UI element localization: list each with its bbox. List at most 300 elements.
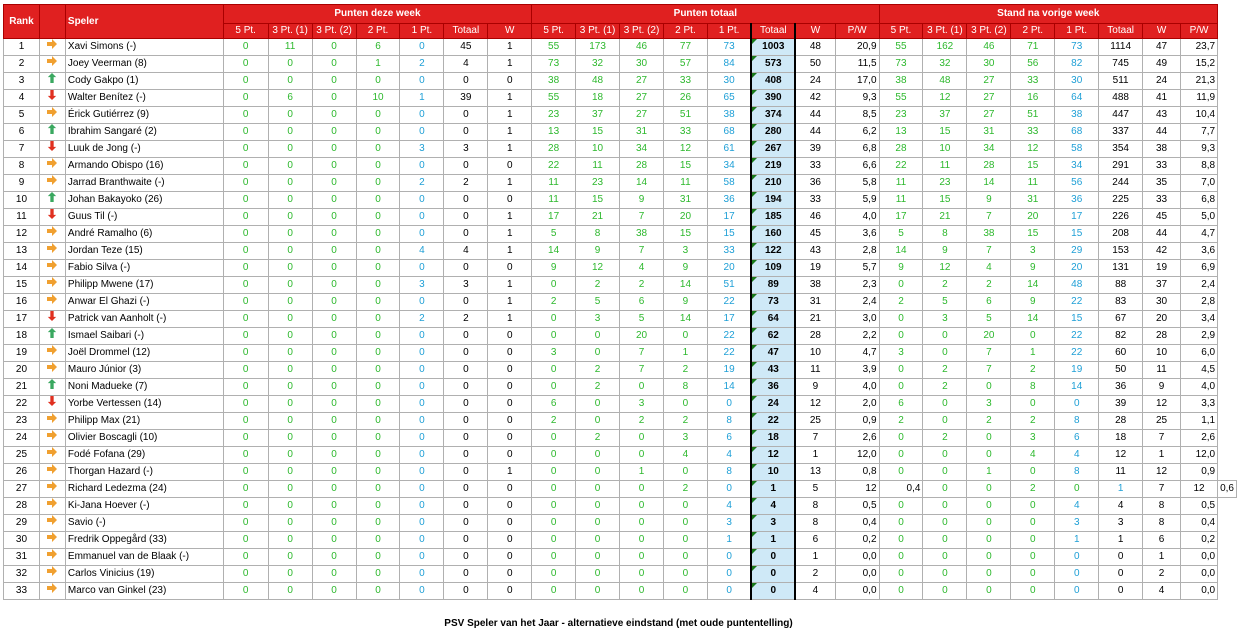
prev-value: 44	[1143, 124, 1181, 141]
rank-cell: 33	[4, 583, 40, 600]
total-value: 19	[795, 260, 835, 277]
total-value: 5	[532, 226, 576, 243]
prev-value: 2	[1011, 481, 1055, 498]
total-value: 0	[664, 549, 708, 566]
prev-value: 33	[1011, 124, 1055, 141]
trend-cell	[39, 90, 65, 107]
prev-value: 0	[1055, 583, 1099, 600]
player-name: Richard Ledezma (24)	[65, 481, 223, 498]
total-value: 44	[795, 124, 835, 141]
prev-value: 22	[1055, 345, 1099, 362]
prev-value: 22	[1055, 328, 1099, 345]
total-points: 1003	[751, 39, 795, 56]
prev-value: 0	[879, 549, 923, 566]
week-value: 0	[444, 549, 488, 566]
week-value: 0	[268, 294, 312, 311]
prev-value: 0	[1011, 464, 1055, 481]
total-col-header: P/W	[835, 24, 879, 39]
prev-value: 12	[1180, 481, 1217, 498]
arrow-right-icon	[46, 534, 58, 545]
week-value: 0	[444, 124, 488, 141]
total-col-header: 1 Pt.	[707, 24, 751, 39]
prev-value: 19	[1055, 362, 1099, 379]
arrow-right-icon	[46, 228, 58, 239]
week-value: 0	[312, 515, 356, 532]
rank-cell: 27	[4, 481, 40, 498]
prev-value: 32	[923, 56, 967, 73]
total-value: 3,0	[835, 311, 879, 328]
week-value: 0	[400, 260, 444, 277]
prev-value: 0	[967, 430, 1011, 447]
prev-value: 2	[967, 413, 1011, 430]
rank-cell: 13	[4, 243, 40, 260]
total-value: 15	[664, 158, 708, 175]
prev-value: 0	[923, 566, 967, 583]
rank-cell: 5	[4, 107, 40, 124]
week-col-header: W	[488, 24, 532, 39]
prev-value: 0	[879, 379, 923, 396]
total-value: 0	[576, 396, 620, 413]
prev-value: 0,4	[1180, 515, 1217, 532]
week-value: 0	[223, 430, 268, 447]
total-value: 68	[707, 124, 751, 141]
week-value: 0	[400, 39, 444, 56]
week-value: 0	[444, 209, 488, 226]
prev-value: 24	[1143, 73, 1181, 90]
total-value: 0	[664, 566, 708, 583]
prev-value: 56	[1055, 175, 1099, 192]
prev-value: 31	[1011, 192, 1055, 209]
prev-value: 36	[1055, 192, 1099, 209]
total-value: 14	[707, 379, 751, 396]
player-name: Philipp Mwene (17)	[65, 277, 223, 294]
week-value: 0	[268, 175, 312, 192]
prev-value: 0	[923, 515, 967, 532]
player-name: Ismael Saibari (-)	[65, 328, 223, 345]
prev-value: 0	[879, 498, 923, 515]
week-value: 0	[400, 226, 444, 243]
trend-cell	[39, 73, 65, 90]
total-points: 160	[751, 226, 795, 243]
prev-col-header: P/W	[1180, 24, 1217, 39]
total-value: 33	[707, 243, 751, 260]
week-value: 0	[400, 107, 444, 124]
total-value: 2	[576, 430, 620, 447]
total-value: 3	[532, 345, 576, 362]
week-value: 0	[268, 379, 312, 396]
week-value: 0	[312, 311, 356, 328]
week-value: 0	[488, 260, 532, 277]
table-row	[4, 413, 1237, 430]
total-value: 26	[664, 90, 708, 107]
prev-value: 14	[1055, 379, 1099, 396]
week-value: 4	[400, 243, 444, 260]
total-value: 2,0	[835, 396, 879, 413]
week-value: 0	[268, 243, 312, 260]
prev-value: 21,3	[1180, 73, 1217, 90]
total-points: 390	[751, 90, 795, 107]
total-value: 22	[707, 294, 751, 311]
prev-value: 12	[923, 260, 967, 277]
total-value: 0	[664, 583, 708, 600]
prev-value: 2	[879, 294, 923, 311]
trend-cell	[39, 311, 65, 328]
total-value: 37	[576, 107, 620, 124]
player-name: Mauro Júnior (3)	[65, 362, 223, 379]
prev-value: 0	[923, 396, 967, 413]
total-value: 20	[664, 209, 708, 226]
week-value: 0	[400, 515, 444, 532]
table-row	[4, 396, 1237, 413]
rank-cell: 25	[4, 447, 40, 464]
week-value: 6	[356, 39, 400, 56]
total-value: 0	[707, 396, 751, 413]
prev-value: 2	[923, 277, 967, 294]
total-value: 39	[795, 141, 835, 158]
prev-value: 162	[923, 39, 967, 56]
prev-value: 6	[1143, 532, 1181, 549]
week-value: 0	[268, 226, 312, 243]
total-value: 2,8	[835, 243, 879, 260]
week-value: 1	[400, 90, 444, 107]
prev-value: 0	[967, 515, 1011, 532]
total-value: 2	[620, 277, 664, 294]
week-value: 0	[312, 175, 356, 192]
total-value: 0	[576, 481, 620, 498]
prev-value: 20	[967, 328, 1011, 345]
week-col-header: 5 Pt.	[223, 24, 268, 39]
prev-value: 8	[1055, 464, 1099, 481]
prev-value: 60	[1099, 345, 1143, 362]
week-value: 0	[444, 379, 488, 396]
prev-value: 38	[967, 226, 1011, 243]
total-value: 0	[532, 498, 576, 515]
prev-value: 0	[879, 515, 923, 532]
arrow-right-icon	[46, 517, 58, 528]
total-value: 2	[576, 379, 620, 396]
prev-value: 0	[879, 566, 923, 583]
prev-value: 0	[1011, 396, 1055, 413]
prev-value: 50	[1099, 362, 1143, 379]
prev-value: 33	[1143, 192, 1181, 209]
total-value: 0	[707, 549, 751, 566]
week-value: 0	[400, 481, 444, 498]
rank-cell: 21	[4, 379, 40, 396]
standings-table	[3, 4, 1237, 600]
total-value: 22	[532, 158, 576, 175]
total-value: 44	[795, 107, 835, 124]
table-row	[4, 192, 1237, 209]
total-value: 0	[576, 447, 620, 464]
total-value: 0	[620, 532, 664, 549]
prev-value: 5,0	[1180, 209, 1217, 226]
total-value: 1	[707, 532, 751, 549]
prev-value: 20	[1011, 209, 1055, 226]
prev-value: 244	[1099, 175, 1143, 192]
week-value: 0	[400, 532, 444, 549]
prev-value: 12	[1143, 464, 1181, 481]
week-value: 0	[268, 464, 312, 481]
table-row	[4, 498, 1237, 515]
prev-value: 0	[879, 464, 923, 481]
prev-value: 5	[967, 311, 1011, 328]
week-value: 0	[268, 481, 312, 498]
week-value: 0	[312, 498, 356, 515]
prev-value: 38	[879, 73, 923, 90]
table-row	[4, 362, 1237, 379]
week-value: 0	[223, 158, 268, 175]
prev-value: 447	[1099, 107, 1143, 124]
prev-value: 55	[879, 39, 923, 56]
prev-value: 0	[923, 481, 967, 498]
prev-value: 48	[923, 73, 967, 90]
week-value: 0	[400, 396, 444, 413]
prev-value: 337	[1099, 124, 1143, 141]
total-value: 28	[532, 141, 576, 158]
total-value: 4	[664, 447, 708, 464]
total-value: 15	[664, 226, 708, 243]
total-value: 18	[576, 90, 620, 107]
prev-value: 3	[923, 311, 967, 328]
prev-value: 73	[879, 56, 923, 73]
week-value: 0	[223, 141, 268, 158]
week-value: 0	[444, 413, 488, 430]
prev-value: 27	[967, 73, 1011, 90]
total-col-header: 2 Pt.	[664, 24, 708, 39]
total-value: 57	[664, 56, 708, 73]
prev-value: 1114	[1099, 39, 1143, 56]
total-value: 4	[707, 498, 751, 515]
arrow-right-icon	[46, 245, 58, 256]
week-value: 0	[268, 73, 312, 90]
prev-col-header: W	[1143, 24, 1181, 39]
prev-value: 0	[1011, 498, 1055, 515]
prev-value: 17	[879, 209, 923, 226]
prev-value: 0	[967, 481, 1011, 498]
table-row	[4, 583, 1237, 600]
player-name: André Ramalho (6)	[65, 226, 223, 243]
week-value: 1	[488, 175, 532, 192]
table-row	[4, 73, 1237, 90]
prev-value: 23,7	[1180, 39, 1217, 56]
total-value: 19	[707, 362, 751, 379]
rank-cell: 2	[4, 56, 40, 73]
prev-value: 0	[879, 311, 923, 328]
total-value: 7	[620, 243, 664, 260]
week-value: 0	[356, 141, 400, 158]
week-group-header: Punten deze week	[223, 5, 531, 24]
week-value: 0	[268, 328, 312, 345]
arrow-right-icon	[46, 432, 58, 443]
week-value: 0	[488, 396, 532, 413]
table-row	[4, 549, 1237, 566]
prev-value: 9,3	[1180, 141, 1217, 158]
prev-value: 11,9	[1180, 90, 1217, 107]
total-points: 0	[751, 549, 795, 566]
table-row	[4, 158, 1237, 175]
week-value: 0	[223, 328, 268, 345]
total-value: 8	[707, 464, 751, 481]
total-value: 0	[664, 498, 708, 515]
week-value: 0	[400, 192, 444, 209]
total-value: 0	[532, 447, 576, 464]
prev-value: 0	[1011, 549, 1055, 566]
week-value: 2	[444, 175, 488, 192]
table-row	[4, 141, 1237, 158]
week-value: 0	[488, 549, 532, 566]
total-value: 33	[795, 192, 835, 209]
total-value: 23	[576, 175, 620, 192]
trend-cell	[39, 124, 65, 141]
prev-value: 0	[923, 413, 967, 430]
trend-cell	[39, 515, 65, 532]
prev-value: 0	[1099, 549, 1143, 566]
arrow-right-icon	[46, 160, 58, 171]
total-value: 21	[795, 311, 835, 328]
week-value: 0	[400, 379, 444, 396]
week-value: 0	[356, 532, 400, 549]
arrow-right-icon	[46, 279, 58, 290]
prev-value: 15	[1055, 311, 1099, 328]
total-value: 0	[576, 515, 620, 532]
week-value: 0	[223, 413, 268, 430]
total-points: 408	[751, 73, 795, 90]
total-value: 0,0	[835, 549, 879, 566]
prev-value: 6,8	[1180, 192, 1217, 209]
week-col-header: 2 Pt.	[356, 24, 400, 39]
total-value: 8	[707, 413, 751, 430]
player-name: Ibrahim Sangaré (2)	[65, 124, 223, 141]
prev-value: 68	[1055, 124, 1099, 141]
week-value: 1	[488, 464, 532, 481]
prev-value: 28	[879, 141, 923, 158]
total-points: 12	[751, 447, 795, 464]
total-points: 267	[751, 141, 795, 158]
total-value: 22	[707, 328, 751, 345]
total-value: 4	[620, 260, 664, 277]
player-name: Savio (-)	[65, 515, 223, 532]
total-value: 33	[795, 158, 835, 175]
prev-value: 0	[1099, 566, 1143, 583]
prev-value: 2	[1143, 566, 1181, 583]
prev-value: 12	[1099, 447, 1143, 464]
week-value: 0	[488, 362, 532, 379]
total-value: 65	[707, 90, 751, 107]
total-value: 4	[707, 447, 751, 464]
table-row	[4, 566, 1237, 583]
total-value: 11	[795, 362, 835, 379]
prev-value: 4	[967, 260, 1011, 277]
table-row	[4, 294, 1237, 311]
prev-value: 291	[1099, 158, 1143, 175]
prev-value: 35	[1143, 175, 1181, 192]
table-row	[4, 277, 1237, 294]
prev-value: 39	[1099, 396, 1143, 413]
prev-value: 0	[879, 447, 923, 464]
week-value: 0	[312, 243, 356, 260]
total-value: 20	[707, 260, 751, 277]
rank-cell: 14	[4, 260, 40, 277]
prev-value: 27	[967, 107, 1011, 124]
rank-cell: 3	[4, 73, 40, 90]
week-value: 0	[312, 209, 356, 226]
rank-cell: 11	[4, 209, 40, 226]
total-points: 43	[751, 362, 795, 379]
week-value: 0	[444, 447, 488, 464]
week-value: 0	[268, 396, 312, 413]
week-col-header: Totaal	[444, 24, 488, 39]
rank-cell: 31	[4, 549, 40, 566]
player-name: Marco van Ginkel (23)	[65, 583, 223, 600]
player-name: Walter Benítez (-)	[65, 90, 223, 107]
total-value: 2	[532, 294, 576, 311]
week-value: 0	[444, 430, 488, 447]
prev-value: 3	[879, 345, 923, 362]
week-value: 0	[312, 226, 356, 243]
week-value: 0	[356, 413, 400, 430]
prev-value: 0	[923, 464, 967, 481]
prev-value: 0	[1011, 328, 1055, 345]
prev-value: 44	[1143, 226, 1181, 243]
prev-value: 3	[1011, 243, 1055, 260]
prev-value: 7,7	[1180, 124, 1217, 141]
total-value: 11	[532, 192, 576, 209]
total-value: 5,7	[835, 260, 879, 277]
week-value: 0	[356, 277, 400, 294]
week-value: 0	[268, 498, 312, 515]
week-value: 0	[356, 158, 400, 175]
total-value: 2	[795, 566, 835, 583]
total-col-header: 3 Pt. (1)	[576, 24, 620, 39]
prev-value: 0	[967, 532, 1011, 549]
total-points: 0	[751, 566, 795, 583]
prev-value: 29	[1055, 243, 1099, 260]
trend-cell	[39, 447, 65, 464]
total-value: 0	[576, 413, 620, 430]
week-value: 0	[223, 532, 268, 549]
total-points: 109	[751, 260, 795, 277]
total-value: 0	[664, 464, 708, 481]
prev-value: 16	[1011, 90, 1055, 107]
prev-value: 33	[1143, 158, 1181, 175]
week-value: 0	[444, 566, 488, 583]
week-value: 0	[312, 464, 356, 481]
header-group-row	[4, 5, 1237, 24]
week-value: 0	[356, 192, 400, 209]
total-value: 32	[576, 56, 620, 73]
player-name: Luuk de Jong (-)	[65, 141, 223, 158]
prev-value: 48	[1055, 277, 1099, 294]
total-value: 0	[532, 583, 576, 600]
prev-value: 0	[1055, 396, 1099, 413]
prev-value: 354	[1099, 141, 1143, 158]
total-points: 47	[751, 345, 795, 362]
total-value: 38	[620, 226, 664, 243]
prev-value: 1	[1099, 481, 1143, 498]
prev-value: 208	[1099, 226, 1143, 243]
week-value: 0	[268, 311, 312, 328]
prev-value: 56	[1011, 56, 1055, 73]
total-value: 24	[795, 73, 835, 90]
week-value: 0	[268, 107, 312, 124]
total-value: 10	[576, 141, 620, 158]
total-value: 12,0	[835, 447, 879, 464]
total-value: 2	[576, 362, 620, 379]
rank-cell: 10	[4, 192, 40, 209]
prev-value: 8	[1011, 379, 1055, 396]
prev-value: 45	[1143, 209, 1181, 226]
total-value: 36	[707, 192, 751, 209]
